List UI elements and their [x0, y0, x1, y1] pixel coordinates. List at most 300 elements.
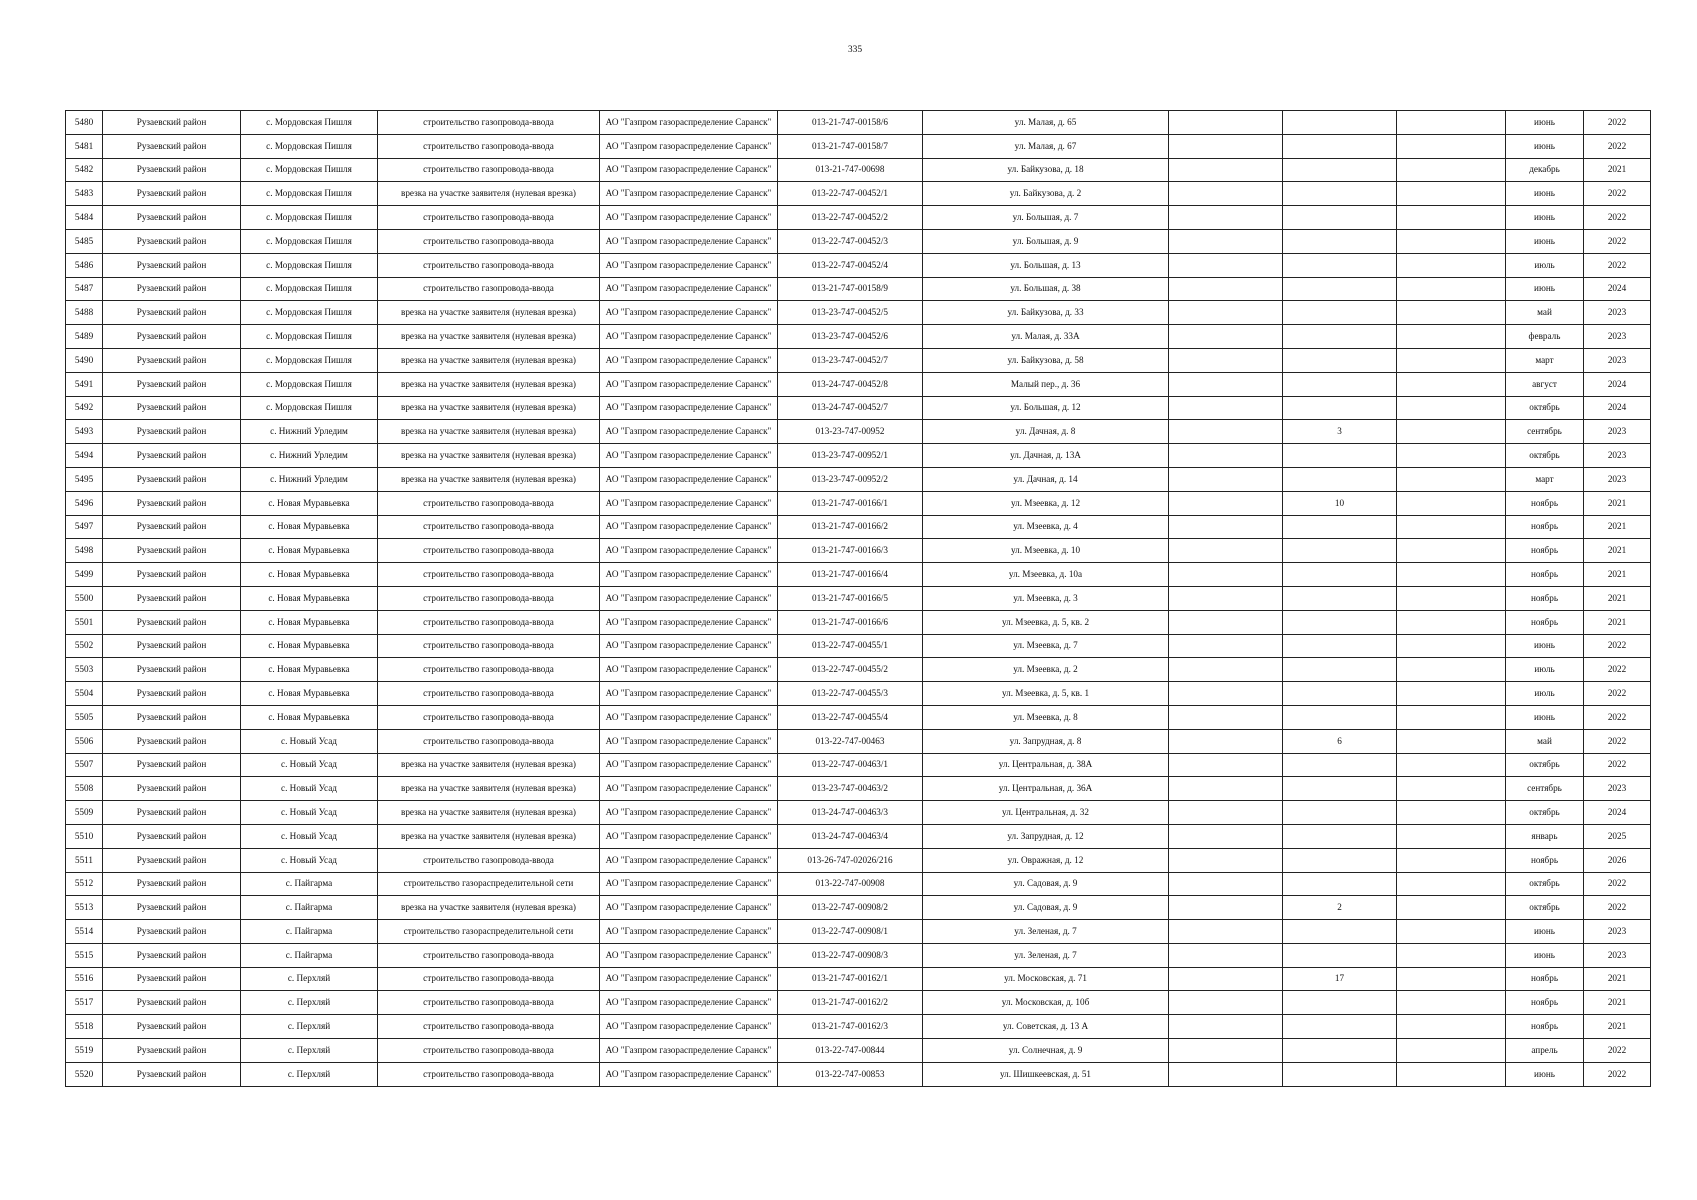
table-row: [66, 396, 1651, 420]
cell-month: июнь: [1506, 943, 1584, 967]
cell-blank: [1397, 777, 1506, 801]
cell-organization: АО "Газпром газораспределение Саранск": [600, 634, 778, 658]
cell-count: [1283, 515, 1397, 539]
cell-organization: АО "Газпром газораспределение Саранск": [600, 515, 778, 539]
cell-blank: [1169, 1015, 1283, 1039]
cell-year: 2021: [1584, 515, 1651, 539]
cell-organization: АО "Газпром газораспределение Саранск": [600, 586, 778, 610]
cell-month: ноябрь: [1506, 1015, 1584, 1039]
cell-count: [1283, 563, 1397, 587]
cell-blank: [1397, 253, 1506, 277]
cell-address: ул. Шишкеевская, д. 51: [923, 1062, 1169, 1086]
cell-district: Рузаевский район: [103, 325, 241, 349]
cell-month: июль: [1506, 658, 1584, 682]
cell-blank: [1397, 491, 1506, 515]
table-row: [66, 682, 1651, 706]
cell-work-type: врезка на участке заявителя (нулевая врезка): [378, 325, 600, 349]
cell-blank: [1397, 396, 1506, 420]
cell-count: [1283, 134, 1397, 158]
cell-address: ул. Большая, д. 9: [923, 229, 1169, 253]
cell-blank: [1169, 491, 1283, 515]
cell-blank: [1169, 229, 1283, 253]
cell-blank: [1169, 420, 1283, 444]
cell-blank: [1169, 753, 1283, 777]
cell-blank: [1169, 515, 1283, 539]
cell-organization: АО "Газпром газораспределение Саранск": [600, 491, 778, 515]
cell-code: 013-22-747-00908/3: [778, 943, 923, 967]
cell-code: 013-23-747-00452/5: [778, 301, 923, 325]
cell-blank: [1397, 896, 1506, 920]
cell-district: Рузаевский район: [103, 229, 241, 253]
cell-code: 013-22-747-00455/3: [778, 682, 923, 706]
cell-work-type: строительство газопровода-ввода: [378, 943, 600, 967]
cell-locality: с. Мордовская Пишля: [241, 206, 378, 230]
cell-count: [1283, 301, 1397, 325]
cell-organization: АО "Газпром газораспределение Саранск": [600, 682, 778, 706]
cell-address: ул. Мзеевка, д. 5, кв. 1: [923, 682, 1169, 706]
cell-work-type: строительство газопровода-ввода: [378, 610, 600, 634]
cell-blank: [1397, 134, 1506, 158]
cell-district: Рузаевский район: [103, 682, 241, 706]
cell-number: 5513: [66, 896, 103, 920]
cell-work-type: строительство газопровода-ввода: [378, 539, 600, 563]
cell-year: 2022: [1584, 182, 1651, 206]
cell-code: 013-21-747-00162/1: [778, 967, 923, 991]
cell-blank: [1397, 206, 1506, 230]
cell-month: апрель: [1506, 1039, 1584, 1063]
cell-blank: [1169, 801, 1283, 825]
cell-work-type: строительство газопровода-ввода: [378, 563, 600, 587]
cell-address: ул. Малая, д. 33А: [923, 325, 1169, 349]
table-row: [66, 777, 1651, 801]
cell-month: ноябрь: [1506, 491, 1584, 515]
cell-organization: АО "Газпром газораспределение Саранск": [600, 539, 778, 563]
cell-number: 5517: [66, 991, 103, 1015]
cell-blank: [1397, 610, 1506, 634]
cell-organization: АО "Газпром газораспределение Саранск": [600, 896, 778, 920]
cell-blank: [1397, 824, 1506, 848]
cell-year: 2023: [1584, 325, 1651, 349]
cell-blank: [1169, 991, 1283, 1015]
cell-locality: с. Мордовская Пишля: [241, 158, 378, 182]
cell-year: 2023: [1584, 943, 1651, 967]
cell-blank: [1397, 848, 1506, 872]
cell-code: 013-23-747-00952/2: [778, 467, 923, 491]
cell-count: 10: [1283, 491, 1397, 515]
cell-blank: [1169, 111, 1283, 135]
cell-address: ул. Большая, д. 12: [923, 396, 1169, 420]
cell-year: 2023: [1584, 444, 1651, 468]
cell-code: 013-21-747-00166/5: [778, 586, 923, 610]
cell-count: [1283, 348, 1397, 372]
cell-blank: [1397, 586, 1506, 610]
table-row: [66, 634, 1651, 658]
cell-work-type: строительство газопровода-ввода: [378, 277, 600, 301]
table-row: [66, 1039, 1651, 1063]
cell-month: ноябрь: [1506, 967, 1584, 991]
cell-year: 2023: [1584, 420, 1651, 444]
cell-work-type: строительство газопровода-ввода: [378, 1015, 600, 1039]
cell-blank: [1397, 158, 1506, 182]
cell-organization: АО "Газпром газораспределение Саранск": [600, 943, 778, 967]
cell-code: 013-22-747-00455/4: [778, 705, 923, 729]
page-number: 335: [847, 45, 863, 55]
cell-number: 5494: [66, 444, 103, 468]
cell-organization: АО "Газпром газораспределение Саранск": [600, 372, 778, 396]
cell-month: июнь: [1506, 182, 1584, 206]
cell-district: Рузаевский район: [103, 396, 241, 420]
cell-code: 013-23-747-00463/2: [778, 777, 923, 801]
cell-address: ул. Мзеевка, д. 2: [923, 658, 1169, 682]
cell-district: Рузаевский район: [103, 1015, 241, 1039]
cell-blank: [1169, 705, 1283, 729]
cell-year: 2021: [1584, 1015, 1651, 1039]
cell-district: Рузаевский район: [103, 491, 241, 515]
cell-year: 2021: [1584, 610, 1651, 634]
cell-address: ул. Центральная, д. 36А: [923, 777, 1169, 801]
cell-organization: АО "Газпром газораспределение Саранск": [600, 848, 778, 872]
cell-count: 6: [1283, 729, 1397, 753]
cell-organization: АО "Газпром газораспределение Саранск": [600, 729, 778, 753]
table-row: [66, 134, 1651, 158]
cell-blank: [1169, 372, 1283, 396]
cell-blank: [1397, 753, 1506, 777]
table-row: [66, 515, 1651, 539]
cell-number: 5509: [66, 801, 103, 825]
table-row: [66, 824, 1651, 848]
cell-year: 2022: [1584, 682, 1651, 706]
cell-code: 013-21-747-00166/6: [778, 610, 923, 634]
cell-district: Рузаевский район: [103, 753, 241, 777]
cell-address: ул. Садовая, д. 9: [923, 896, 1169, 920]
table-row: [66, 753, 1651, 777]
cell-address: ул. Солнечная, д. 9: [923, 1039, 1169, 1063]
cell-number: 5516: [66, 967, 103, 991]
cell-organization: АО "Газпром газораспределение Саранск": [600, 920, 778, 944]
cell-code: 013-22-747-00455/2: [778, 658, 923, 682]
cell-work-type: врезка на участке заявителя (нулевая врезка): [378, 777, 600, 801]
table-row: [66, 563, 1651, 587]
cell-year: 2022: [1584, 896, 1651, 920]
cell-work-type: врезка на участке заявителя (нулевая врезка): [378, 396, 600, 420]
cell-month: июль: [1506, 253, 1584, 277]
cell-number: 5491: [66, 372, 103, 396]
cell-locality: с. Нижний Урледим: [241, 420, 378, 444]
cell-blank: [1397, 467, 1506, 491]
cell-district: Рузаевский район: [103, 777, 241, 801]
cell-blank: [1397, 325, 1506, 349]
cell-blank: [1397, 682, 1506, 706]
cell-work-type: строительство газопровода-ввода: [378, 634, 600, 658]
cell-month: июнь: [1506, 111, 1584, 135]
cell-district: Рузаевский район: [103, 182, 241, 206]
cell-work-type: врезка на участке заявителя (нулевая врезка): [378, 348, 600, 372]
cell-number: 5486: [66, 253, 103, 277]
cell-year: 2021: [1584, 991, 1651, 1015]
table-row: [66, 182, 1651, 206]
cell-number: 5504: [66, 682, 103, 706]
cell-organization: АО "Газпром газораспределение Саранск": [600, 277, 778, 301]
cell-work-type: строительство газопровода-ввода: [378, 491, 600, 515]
cell-locality: с. Мордовская Пишля: [241, 134, 378, 158]
cell-locality: с. Перхляй: [241, 1015, 378, 1039]
cell-locality: с. Новый Усад: [241, 824, 378, 848]
cell-year: 2023: [1584, 467, 1651, 491]
cell-number: 5482: [66, 158, 103, 182]
cell-locality: с. Мордовская Пишля: [241, 396, 378, 420]
cell-organization: АО "Газпром газораспределение Саранск": [600, 134, 778, 158]
table-row: [66, 943, 1651, 967]
cell-blank: [1169, 158, 1283, 182]
cell-locality: с. Пайгарма: [241, 943, 378, 967]
cell-code: 013-21-747-00162/2: [778, 991, 923, 1015]
cell-number: 5507: [66, 753, 103, 777]
cell-blank: [1169, 134, 1283, 158]
cell-work-type: врезка на участке заявителя (нулевая врезка): [378, 420, 600, 444]
cell-number: 5519: [66, 1039, 103, 1063]
cell-number: 5511: [66, 848, 103, 872]
cell-month: август: [1506, 372, 1584, 396]
cell-number: 5506: [66, 729, 103, 753]
cell-address: ул. Советская, д. 13 А: [923, 1015, 1169, 1039]
cell-number: 5510: [66, 824, 103, 848]
cell-locality: с. Пайгарма: [241, 872, 378, 896]
cell-count: [1283, 872, 1397, 896]
cell-address: ул. Мзеевка, д. 7: [923, 634, 1169, 658]
cell-district: Рузаевский район: [103, 1039, 241, 1063]
cell-code: 013-21-747-00166/3: [778, 539, 923, 563]
cell-locality: с. Новая Муравьевка: [241, 634, 378, 658]
table-row: [66, 801, 1651, 825]
table-row: [66, 206, 1651, 230]
cell-organization: АО "Газпром газораспределение Саранск": [600, 158, 778, 182]
cell-count: [1283, 444, 1397, 468]
cell-work-type: врезка на участке заявителя (нулевая врезка): [378, 896, 600, 920]
cell-organization: АО "Газпром газораспределение Саранск": [600, 1062, 778, 1086]
cell-count: [1283, 467, 1397, 491]
cell-district: Рузаевский район: [103, 277, 241, 301]
cell-work-type: строительство газопровода-ввода: [378, 134, 600, 158]
cell-number: 5515: [66, 943, 103, 967]
cell-blank: [1169, 277, 1283, 301]
cell-locality: с. Мордовская Пишля: [241, 182, 378, 206]
cell-month: октябрь: [1506, 444, 1584, 468]
cell-number: 5499: [66, 563, 103, 587]
cell-work-type: строительство газопровода-ввода: [378, 111, 600, 135]
cell-year: 2023: [1584, 301, 1651, 325]
cell-district: Рузаевский район: [103, 563, 241, 587]
cell-district: Рузаевский район: [103, 848, 241, 872]
cell-district: Рузаевский район: [103, 634, 241, 658]
register-table: [65, 110, 1651, 1087]
cell-number: 5500: [66, 586, 103, 610]
cell-locality: с. Мордовская Пишля: [241, 111, 378, 135]
cell-organization: АО "Газпром газораспределение Саранск": [600, 111, 778, 135]
cell-locality: с. Новая Муравьевка: [241, 586, 378, 610]
cell-locality: с. Новый Усад: [241, 848, 378, 872]
cell-organization: АО "Газпром газораспределение Саранск": [600, 872, 778, 896]
cell-organization: АО "Газпром газораспределение Саранск": [600, 420, 778, 444]
cell-address: ул. Московская, д. 10б: [923, 991, 1169, 1015]
cell-locality: с. Новая Муравьевка: [241, 515, 378, 539]
cell-organization: АО "Газпром газораспределение Саранск": [600, 229, 778, 253]
cell-year: 2024: [1584, 372, 1651, 396]
cell-code: 013-22-747-00908/2: [778, 896, 923, 920]
cell-count: [1283, 848, 1397, 872]
cell-address: ул. Большая, д. 38: [923, 277, 1169, 301]
cell-month: ноябрь: [1506, 610, 1584, 634]
cell-year: 2022: [1584, 1039, 1651, 1063]
cell-organization: АО "Газпром газораспределение Саранск": [600, 991, 778, 1015]
cell-year: 2022: [1584, 753, 1651, 777]
cell-count: [1283, 253, 1397, 277]
cell-count: [1283, 158, 1397, 182]
cell-month: ноябрь: [1506, 848, 1584, 872]
cell-year: 2022: [1584, 111, 1651, 135]
cell-month: июнь: [1506, 277, 1584, 301]
cell-locality: с. Мордовская Пишля: [241, 325, 378, 349]
cell-count: [1283, 920, 1397, 944]
cell-code: 013-23-747-00452/7: [778, 348, 923, 372]
cell-locality: с. Нижний Урледим: [241, 444, 378, 468]
cell-month: июнь: [1506, 229, 1584, 253]
table-row: [66, 253, 1651, 277]
cell-year: 2025: [1584, 824, 1651, 848]
cell-code: 013-22-747-00463: [778, 729, 923, 753]
cell-number: 5480: [66, 111, 103, 135]
cell-locality: с. Новая Муравьевка: [241, 491, 378, 515]
cell-year: 2022: [1584, 206, 1651, 230]
cell-work-type: врезка на участке заявителя (нулевая врезка): [378, 801, 600, 825]
cell-locality: с. Перхляй: [241, 991, 378, 1015]
cell-blank: [1169, 658, 1283, 682]
cell-locality: с. Пайгарма: [241, 920, 378, 944]
cell-count: 3: [1283, 420, 1397, 444]
cell-blank: [1169, 777, 1283, 801]
cell-blank: [1397, 1062, 1506, 1086]
cell-blank: [1169, 848, 1283, 872]
cell-address: ул. Байкузова, д. 18: [923, 158, 1169, 182]
table-row: [66, 158, 1651, 182]
cell-count: [1283, 206, 1397, 230]
cell-address: ул. Зеленая, д. 7: [923, 920, 1169, 944]
cell-work-type: строительство газопровода-ввода: [378, 729, 600, 753]
cell-count: [1283, 325, 1397, 349]
cell-count: [1283, 658, 1397, 682]
cell-year: 2022: [1584, 872, 1651, 896]
cell-month: июнь: [1506, 134, 1584, 158]
cell-code: 013-21-747-00158/9: [778, 277, 923, 301]
cell-code: 013-26-747-02026/216: [778, 848, 923, 872]
cell-month: октябрь: [1506, 396, 1584, 420]
cell-blank: [1397, 1015, 1506, 1039]
cell-district: Рузаевский район: [103, 1062, 241, 1086]
cell-number: 5488: [66, 301, 103, 325]
cell-code: 013-21-747-00698: [778, 158, 923, 182]
cell-number: 5520: [66, 1062, 103, 1086]
cell-organization: АО "Газпром газораспределение Саранск": [600, 325, 778, 349]
cell-organization: АО "Газпром газораспределение Саранск": [600, 610, 778, 634]
cell-code: 013-21-747-00162/3: [778, 1015, 923, 1039]
cell-count: 17: [1283, 967, 1397, 991]
cell-blank: [1169, 396, 1283, 420]
cell-district: Рузаевский район: [103, 920, 241, 944]
cell-number: 5481: [66, 134, 103, 158]
cell-organization: АО "Газпром газораспределение Саранск": [600, 967, 778, 991]
cell-district: Рузаевский район: [103, 729, 241, 753]
cell-district: Рузаевский район: [103, 872, 241, 896]
table-row: [66, 610, 1651, 634]
cell-number: 5484: [66, 206, 103, 230]
cell-blank: [1169, 348, 1283, 372]
table-row: [66, 372, 1651, 396]
cell-blank: [1397, 943, 1506, 967]
cell-year: 2021: [1584, 967, 1651, 991]
cell-blank: [1169, 610, 1283, 634]
table-row: [66, 658, 1651, 682]
cell-year: 2022: [1584, 253, 1651, 277]
cell-month: июнь: [1506, 634, 1584, 658]
cell-code: 013-22-747-00452/2: [778, 206, 923, 230]
cell-work-type: строительство газораспределительной сети: [378, 872, 600, 896]
cell-code: 013-22-747-00463/1: [778, 753, 923, 777]
cell-work-type: строительство газопровода-ввода: [378, 515, 600, 539]
cell-count: 2: [1283, 896, 1397, 920]
cell-month: сентябрь: [1506, 777, 1584, 801]
cell-address: ул. Байкузова, д. 33: [923, 301, 1169, 325]
cell-district: Рузаевский район: [103, 467, 241, 491]
table-row: [66, 539, 1651, 563]
cell-organization: АО "Газпром газораспределение Саранск": [600, 563, 778, 587]
cell-locality: с. Новая Муравьевка: [241, 705, 378, 729]
cell-month: июнь: [1506, 206, 1584, 230]
cell-blank: [1169, 206, 1283, 230]
cell-count: [1283, 372, 1397, 396]
cell-number: 5496: [66, 491, 103, 515]
cell-code: 013-22-747-00908: [778, 872, 923, 896]
cell-blank: [1397, 277, 1506, 301]
cell-year: 2026: [1584, 848, 1651, 872]
cell-blank: [1169, 253, 1283, 277]
cell-code: 013-23-747-00452/6: [778, 325, 923, 349]
cell-number: 5489: [66, 325, 103, 349]
cell-number: 5501: [66, 610, 103, 634]
cell-address: ул. Центральная, д. 38А: [923, 753, 1169, 777]
cell-code: 013-22-747-00455/1: [778, 634, 923, 658]
cell-work-type: строительство газопровода-ввода: [378, 206, 600, 230]
table-row: [66, 1015, 1651, 1039]
cell-organization: АО "Газпром газораспределение Саранск": [600, 1015, 778, 1039]
cell-blank: [1397, 372, 1506, 396]
cell-blank: [1169, 325, 1283, 349]
cell-address: ул. Байкузова, д. 58: [923, 348, 1169, 372]
cell-work-type: строительство газопровода-ввода: [378, 253, 600, 277]
cell-blank: [1169, 920, 1283, 944]
cell-locality: с. Мордовская Пишля: [241, 253, 378, 277]
cell-number: 5490: [66, 348, 103, 372]
table-row: [66, 348, 1651, 372]
cell-district: Рузаевский район: [103, 515, 241, 539]
cell-district: Рузаевский район: [103, 824, 241, 848]
cell-blank: [1169, 824, 1283, 848]
cell-address: Малый пер., д. 36: [923, 372, 1169, 396]
cell-address: ул. Мзеевка, д. 5, кв. 2: [923, 610, 1169, 634]
table-row: [66, 229, 1651, 253]
cell-blank: [1397, 563, 1506, 587]
cell-work-type: строительство газопровода-ввода: [378, 848, 600, 872]
cell-locality: с. Перхляй: [241, 1062, 378, 1086]
cell-month: июнь: [1506, 920, 1584, 944]
